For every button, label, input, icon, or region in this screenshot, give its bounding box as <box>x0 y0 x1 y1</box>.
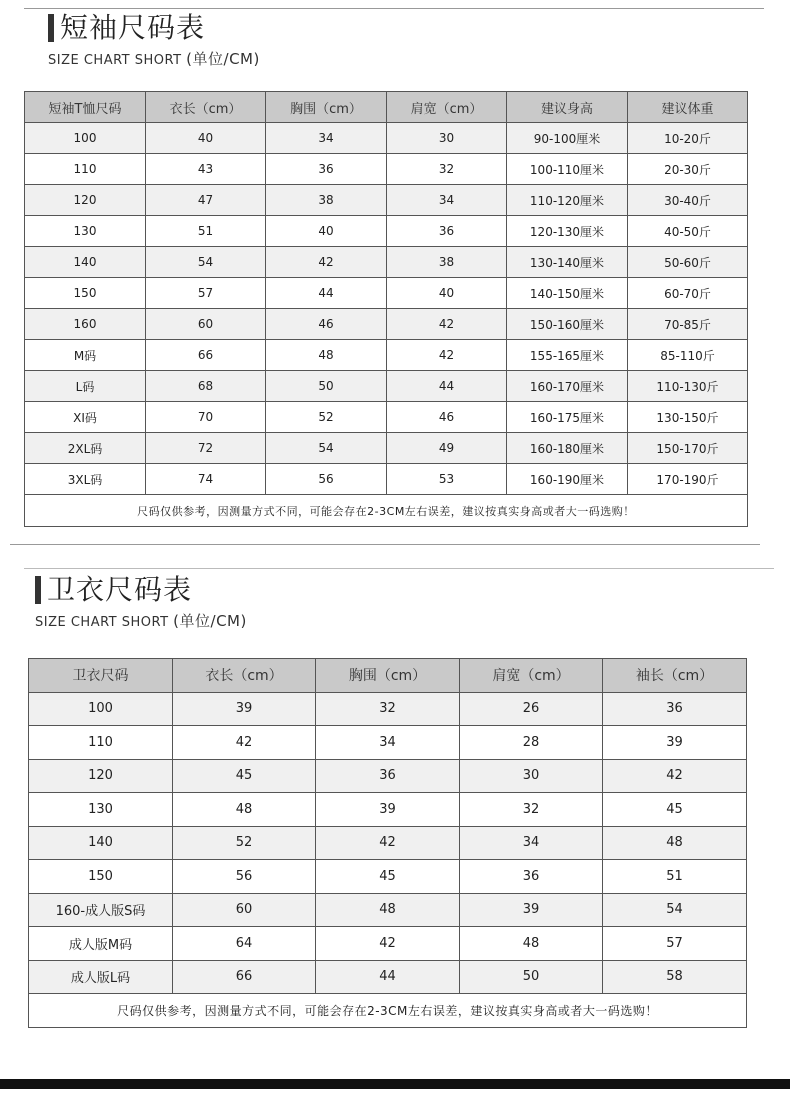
column-header: 短袖T恤尺码 <box>25 92 146 123</box>
table-cell: 36 <box>387 216 507 247</box>
table-cell: 42 <box>173 726 316 760</box>
table-cell: 110-120厘米 <box>507 185 628 216</box>
table-cell: 100-110厘米 <box>507 154 628 185</box>
hoodie-note: 尺码仅供参考，因测量方式不同，可能会存在2-3CM左右误差，建议按真实身高或者大一码选购！ <box>29 994 747 1028</box>
table-row <box>25 309 748 340</box>
table-cell: 48 <box>316 893 460 927</box>
table-cell: 20-30斤 <box>628 154 748 185</box>
table-cell: 44 <box>387 371 507 402</box>
table-row <box>29 793 747 827</box>
table-cell: 140-150厘米 <box>507 278 628 309</box>
table-cell: 34 <box>387 185 507 216</box>
table-row <box>25 433 748 464</box>
table-cell: 32 <box>316 692 460 726</box>
table-cell: 66 <box>146 340 266 371</box>
section2-top-divider <box>24 568 774 569</box>
table-cell: 140 <box>25 247 146 278</box>
table-cell: 74 <box>146 464 266 495</box>
table-cell: 51 <box>603 860 747 894</box>
table-cell: 54 <box>603 893 747 927</box>
table-cell: 130-150斤 <box>628 402 748 433</box>
table-cell: 68 <box>146 371 266 402</box>
table-row <box>25 185 748 216</box>
table-cell: 32 <box>460 793 603 827</box>
table-cell: 50-60斤 <box>628 247 748 278</box>
table-row <box>25 278 748 309</box>
table-cell: 36 <box>603 692 747 726</box>
column-header: 胸围（cm） <box>316 659 460 693</box>
table-row <box>25 154 748 185</box>
hoodie-size-table <box>28 658 747 1028</box>
table-cell: 30 <box>387 123 507 154</box>
table-cell: 30-40斤 <box>628 185 748 216</box>
section-divider <box>10 544 760 545</box>
table-cell: 110 <box>29 726 173 760</box>
table-cell: 60 <box>173 893 316 927</box>
bottom-bar <box>0 1079 790 1089</box>
tshirt-table-body <box>25 123 748 495</box>
column-header: 衣长（cm） <box>173 659 316 693</box>
table-header-row <box>25 92 748 123</box>
table-cell: 42 <box>316 826 460 860</box>
table-cell: 51 <box>146 216 266 247</box>
hoodie-header <box>35 574 247 631</box>
table-cell: 48 <box>603 826 747 860</box>
table-cell: 40 <box>266 216 387 247</box>
table-cell: XI码 <box>25 402 146 433</box>
table-cell: 130-140厘米 <box>507 247 628 278</box>
table-cell: 120-130厘米 <box>507 216 628 247</box>
table-cell: 110 <box>25 154 146 185</box>
hoodie-subtitle <box>35 610 247 631</box>
table-cell: 60 <box>146 309 266 340</box>
table-cell: 160-190厘米 <box>507 464 628 495</box>
table-cell: 57 <box>146 278 266 309</box>
table-cell: 28 <box>460 726 603 760</box>
tshirt-header <box>48 12 260 69</box>
tshirt-note: 尺码仅供参考，因测量方式不同，可能会存在2-3CM左右误差，建议按真实身高或者大一码选购！ <box>25 495 748 527</box>
table-cell: 36 <box>460 860 603 894</box>
table-cell: 34 <box>316 726 460 760</box>
table-row <box>25 464 748 495</box>
table-cell: 成人版M码 <box>29 927 173 961</box>
table-cell: 42 <box>316 927 460 961</box>
table-cell: 45 <box>316 860 460 894</box>
column-header: 胸围（cm） <box>266 92 387 123</box>
top-divider <box>24 8 764 9</box>
table-cell: 49 <box>387 433 507 464</box>
table-cell: 42 <box>387 340 507 371</box>
table-cell: 90-100厘米 <box>507 123 628 154</box>
table-cell: 50 <box>266 371 387 402</box>
table-cell: 43 <box>146 154 266 185</box>
table-cell: 60-70斤 <box>628 278 748 309</box>
table-cell: 40 <box>387 278 507 309</box>
table-row <box>29 726 747 760</box>
table-row <box>29 759 747 793</box>
table-cell: 39 <box>603 726 747 760</box>
table-cell: 3XL码 <box>25 464 146 495</box>
table-cell: 39 <box>316 793 460 827</box>
table-cell: 48 <box>173 793 316 827</box>
table-cell: 100 <box>29 692 173 726</box>
table-cell: 52 <box>266 402 387 433</box>
table-cell: 150-160厘米 <box>507 309 628 340</box>
table-cell: 48 <box>460 927 603 961</box>
column-header: 衣长（cm） <box>146 92 266 123</box>
table-row <box>29 893 747 927</box>
table-cell: 70-85斤 <box>628 309 748 340</box>
column-header: 肩宽（cm） <box>460 659 603 693</box>
tshirt-title: 短袖尺码表 <box>60 11 206 44</box>
table-cell: 57 <box>603 927 747 961</box>
table-cell: 160 <box>25 309 146 340</box>
table-row <box>29 960 747 994</box>
table-cell: 38 <box>387 247 507 278</box>
table-row <box>29 860 747 894</box>
tshirt-subtitle-text: SIZE CHART SHORT <box>48 53 182 68</box>
hoodie-title: 卫衣尺码表 <box>47 573 193 606</box>
tshirt-subtitle <box>48 48 260 69</box>
table-cell: 54 <box>146 247 266 278</box>
table-header-row <box>29 659 747 693</box>
table-note-row <box>25 495 748 527</box>
column-header: 肩宽（cm） <box>387 92 507 123</box>
table-cell: 42 <box>603 759 747 793</box>
table-cell: 26 <box>460 692 603 726</box>
tshirt-unit: (单位/CM) <box>186 50 260 68</box>
table-row <box>25 247 748 278</box>
table-cell: 30 <box>460 759 603 793</box>
table-cell: 45 <box>603 793 747 827</box>
column-header: 建议身高 <box>507 92 628 123</box>
table-cell: 56 <box>266 464 387 495</box>
table-row <box>25 216 748 247</box>
table-cell: 45 <box>173 759 316 793</box>
table-cell: 155-165厘米 <box>507 340 628 371</box>
table-cell: 150 <box>25 278 146 309</box>
table-cell: 39 <box>173 692 316 726</box>
table-cell: 85-110斤 <box>628 340 748 371</box>
table-cell: 160-成人版S码 <box>29 893 173 927</box>
column-header: 建议体重 <box>628 92 748 123</box>
table-cell: 56 <box>173 860 316 894</box>
table-cell: 130 <box>25 216 146 247</box>
table-cell: 53 <box>387 464 507 495</box>
title-marker-bar <box>35 576 41 604</box>
tshirt-size-table <box>24 91 748 527</box>
table-cell: 44 <box>316 960 460 994</box>
table-cell: 32 <box>387 154 507 185</box>
table-cell: 46 <box>387 402 507 433</box>
table-cell: 160-170厘米 <box>507 371 628 402</box>
table-row <box>25 371 748 402</box>
table-row <box>29 826 747 860</box>
table-cell: 50 <box>460 960 603 994</box>
hoodie-table-body <box>29 692 747 994</box>
table-cell: 40-50斤 <box>628 216 748 247</box>
hoodie-unit: (单位/CM) <box>173 612 247 630</box>
table-cell: 36 <box>316 759 460 793</box>
table-cell: L码 <box>25 371 146 402</box>
table-cell: 47 <box>146 185 266 216</box>
table-cell: 2XL码 <box>25 433 146 464</box>
table-cell: 150-170斤 <box>628 433 748 464</box>
table-cell: 160-175厘米 <box>507 402 628 433</box>
table-row <box>29 927 747 961</box>
table-cell: 36 <box>266 154 387 185</box>
table-cell: 46 <box>266 309 387 340</box>
table-cell: 42 <box>387 309 507 340</box>
hoodie-subtitle-text: SIZE CHART SHORT <box>35 615 169 630</box>
table-cell: 34 <box>266 123 387 154</box>
table-cell: 38 <box>266 185 387 216</box>
table-cell: 48 <box>266 340 387 371</box>
table-cell: 170-190斤 <box>628 464 748 495</box>
table-cell: M码 <box>25 340 146 371</box>
table-cell: 39 <box>460 893 603 927</box>
table-cell: 150 <box>29 860 173 894</box>
table-cell: 10-20斤 <box>628 123 748 154</box>
table-row <box>25 340 748 371</box>
table-row <box>25 402 748 433</box>
table-note-row <box>29 994 747 1028</box>
table-cell: 58 <box>603 960 747 994</box>
table-cell: 70 <box>146 402 266 433</box>
table-cell: 120 <box>25 185 146 216</box>
table-cell: 66 <box>173 960 316 994</box>
table-cell: 120 <box>29 759 173 793</box>
table-cell: 64 <box>173 927 316 961</box>
column-header: 袖长（cm） <box>603 659 747 693</box>
table-cell: 100 <box>25 123 146 154</box>
table-row <box>25 123 748 154</box>
table-cell: 110-130斤 <box>628 371 748 402</box>
table-cell: 54 <box>266 433 387 464</box>
table-cell: 42 <box>266 247 387 278</box>
title-marker-bar <box>48 14 54 42</box>
table-cell: 52 <box>173 826 316 860</box>
table-cell: 40 <box>146 123 266 154</box>
table-cell: 34 <box>460 826 603 860</box>
table-cell: 130 <box>29 793 173 827</box>
table-cell: 72 <box>146 433 266 464</box>
table-cell: 160-180厘米 <box>507 433 628 464</box>
table-cell: 成人版L码 <box>29 960 173 994</box>
table-cell: 44 <box>266 278 387 309</box>
table-cell: 140 <box>29 826 173 860</box>
table-row <box>29 692 747 726</box>
column-header: 卫衣尺码 <box>29 659 173 693</box>
